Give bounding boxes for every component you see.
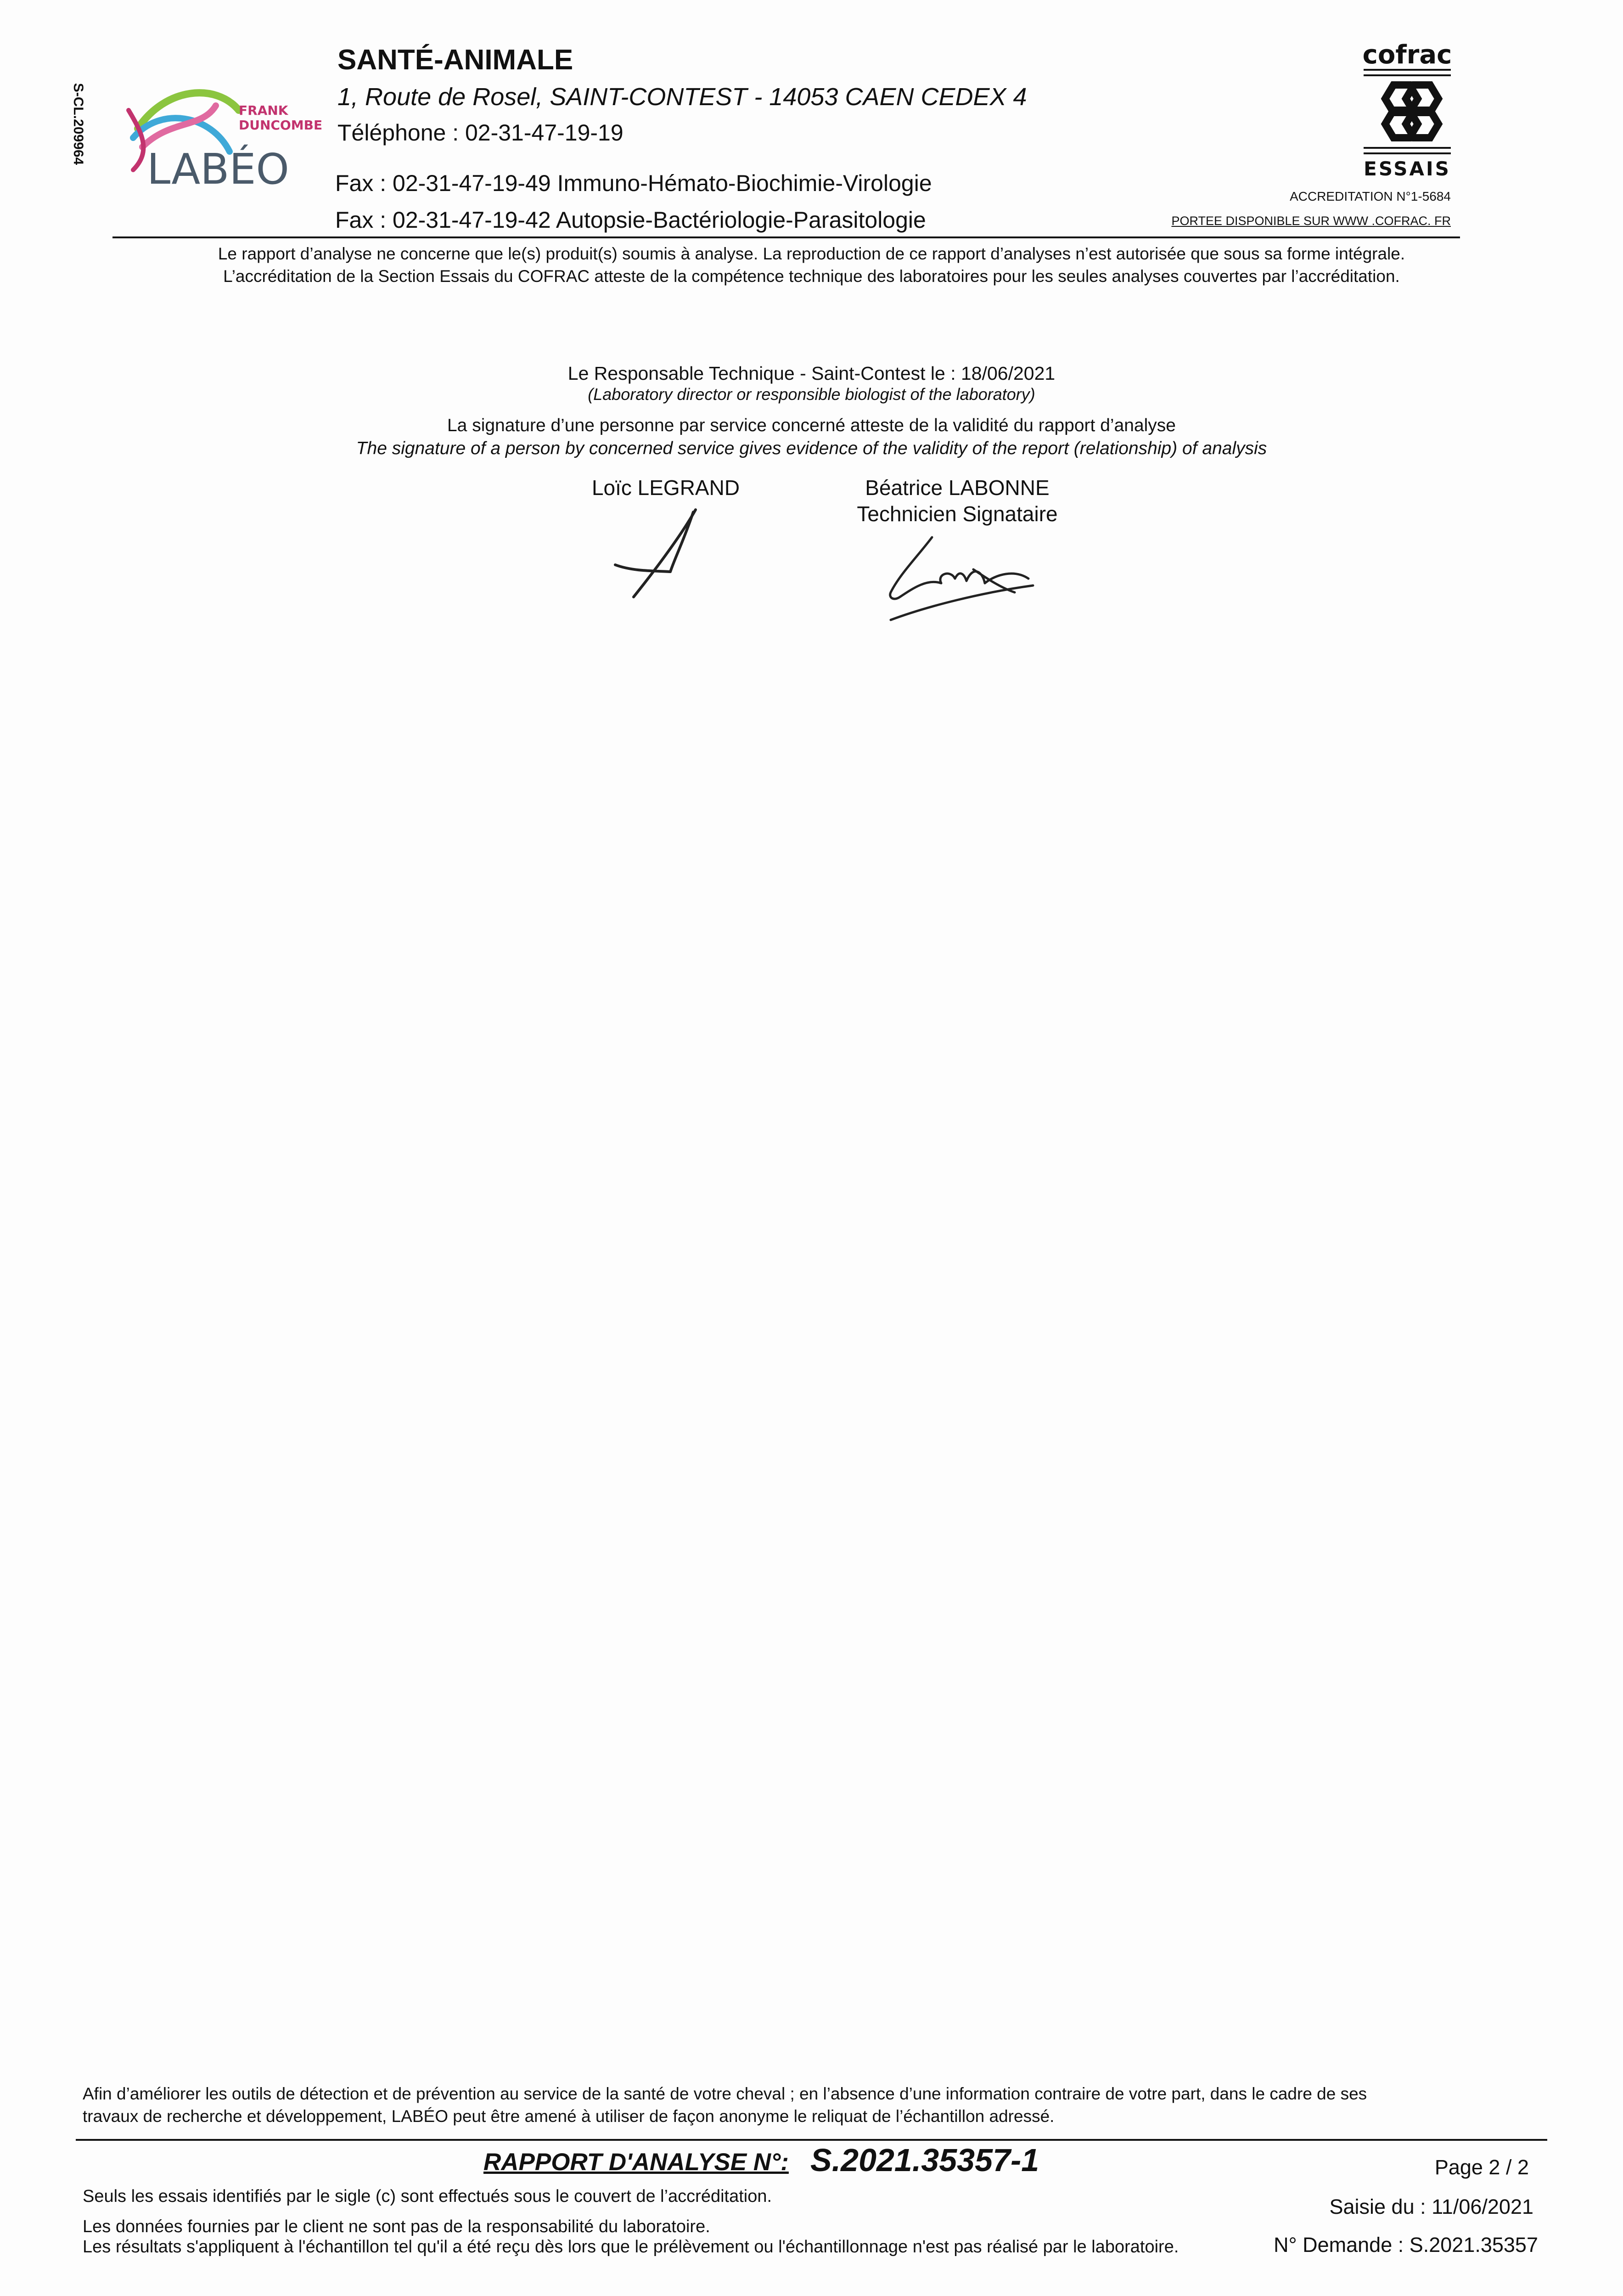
- cofrac-label: ESSAIS: [1364, 158, 1451, 179]
- lab-telephone: Téléphone : 02-31-47-19-19: [337, 120, 623, 146]
- signer-2-role: Technicien Signataire: [857, 502, 1058, 526]
- page-number: Page 2 / 2: [1434, 2155, 1529, 2179]
- request-number: N° Demande : S.2021.35357: [1274, 2233, 1538, 2257]
- footer-line-3: Les résultats s'appliquent à l'échantillon tel qu'il a été reçu dès lors que le prélèvement ou l'échantillonnage n'est pas réalisé par le laboratoire.: [83, 2237, 1179, 2257]
- research-note: [83, 2082, 1543, 2127]
- accreditation-number: ACCREDITATION N°1-5684: [1290, 189, 1451, 203]
- report-number: S.2021.35357-1: [810, 2142, 1039, 2178]
- lab-fax-1: Fax : 02-31-47-19-49 Immuno-Hémato-Biochimie-Virologie: [335, 170, 932, 196]
- disclaimer-line-2: L’accréditation de la Section Essais du COFRAC atteste de la compétence technique des laboratoires pour les seules analyses couvertes par l’accréditation.: [223, 267, 1400, 286]
- signature-2: [882, 528, 1038, 625]
- research-note-line-1: Afin d’améliorer les outils de détection et de prévention au service de la santé de votre cheval ; en l’absence d’une information contraire de votre part, dans le cadre de ses: [83, 2084, 1367, 2103]
- disclaimer: [83, 242, 1540, 287]
- signature-1: [606, 503, 716, 604]
- reference-code-text: S-CL.209964: [71, 83, 86, 165]
- labeo-logo: [124, 78, 326, 197]
- lab-address: 1, Route de Rosel, SAINT-CONTEST - 14053 CAEN CEDEX 4: [337, 83, 1027, 111]
- research-note-line-2: travaux de recherche et développement, LABÉO peut être amené à utiliser de façon anonyme le reliquat de l’échantillon adressé.: [83, 2107, 1055, 2126]
- technical-manager-line: Le Responsable Technique - Saint-Contest le : 18/06/2021: [567, 363, 1056, 384]
- report-number-label: RAPPORT D'ANALYSE N°:: [483, 2149, 789, 2176]
- cofrac-scope-link[interactable]: PORTEE DISPONIBLE SUR WWW .COFRAC. FR: [1171, 214, 1451, 228]
- cofrac-logo: [1359, 41, 1455, 179]
- disclaimer-line-1: Le rapport d’analyse ne concerne que le(s) produit(s) soumis à analyse. La reproduction de ce rapport d’analyses n’est autorisée que sous sa forme intégrale.: [218, 244, 1405, 263]
- logo-name: LABÉO: [147, 145, 289, 194]
- technical-manager-line-en: (Laboratory director or responsible biologist of the laboratory): [588, 385, 1035, 404]
- logo-line1: FRANK: [239, 103, 288, 118]
- signer-1-name: Loïc LEGRAND: [591, 476, 740, 500]
- header-divider: [112, 236, 1460, 238]
- footer-line-2: Les données fournies par le client ne sont pas de la responsabilité du laboratoire.: [83, 2217, 710, 2236]
- signature-statement-fr: La signature d’une personne par service concerné atteste de la validité du rapport d’analyse: [447, 416, 1176, 435]
- lab-title: SANTÉ-ANIMALE: [337, 44, 573, 76]
- reference-code: [64, 55, 92, 193]
- footer-line-1: Seuls les essais identifiés par le sigle (c) sont effectués sous le couvert de l’accréditation.: [83, 2187, 772, 2206]
- cofrac-brand: cofrac: [1362, 41, 1452, 70]
- lab-fax-2: Fax : 02-31-47-19-42 Autopsie-Bactériologie-Parasitologie: [335, 207, 926, 233]
- signer-2-name: Béatrice LABONNE: [865, 476, 1050, 500]
- entry-date: Saisie du : 11/06/2021: [1329, 2195, 1533, 2218]
- signature-statement-en: The signature of a person by concerned service gives evidence of the validity of the report (relationship) of analysis: [356, 439, 1267, 458]
- logo-line2: DUNCOMBE: [239, 118, 323, 133]
- footer-divider: [76, 2139, 1547, 2141]
